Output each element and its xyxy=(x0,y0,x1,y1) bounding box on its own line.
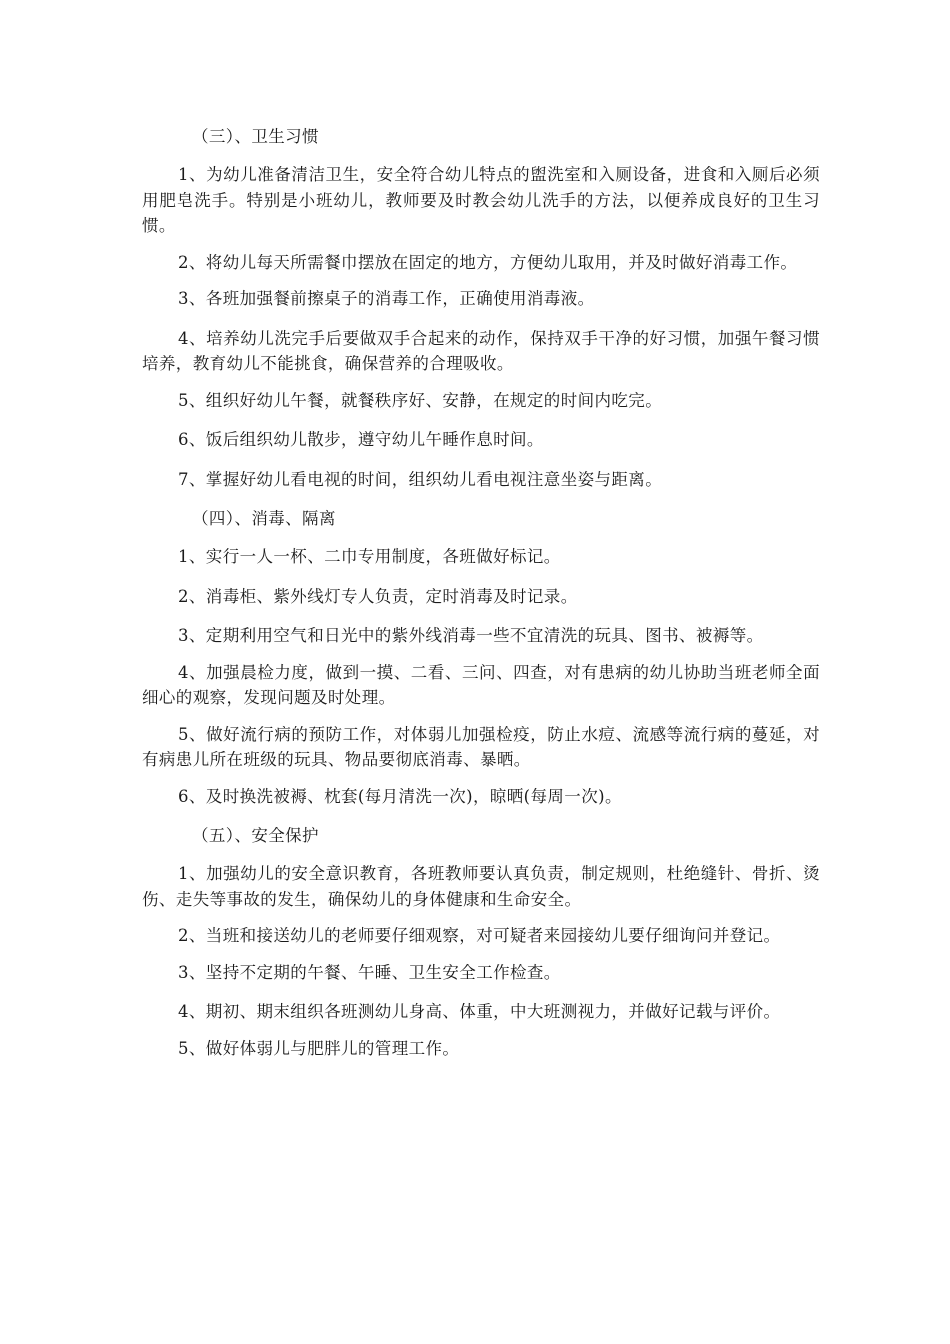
section-heading: （四）、消毒、隔离 xyxy=(192,509,336,528)
paragraph: 4、培养幼儿洗完手后要做双手合起来的动作，保持双手干净的好习惯，加强午餐习惯培养，教育幼儿不能挑食，确保营养的合理吸收。 xyxy=(142,328,820,373)
paragraph: 2、将幼儿每天所需餐巾摆放在固定的地方，方便幼儿取用，并及时做好消毒工作。 xyxy=(178,252,798,272)
paragraph: 5、组织好幼儿午餐，就餐秩序好、安静，在规定的时间内吃完。 xyxy=(178,390,663,410)
paragraph: 5、做好体弱儿与肥胖儿的管理工作。 xyxy=(178,1038,460,1058)
paragraph: 2、消毒柜、紫外线灯专人负责，定时消毒及时记录。 xyxy=(178,586,578,606)
paragraph: 4、加强晨检力度，做到一摸、二看、三问、四查，对有患病的幼儿协助当班老师全面细心的观察，发现问题及时处理。 xyxy=(142,662,820,707)
paragraph: 4、期初、期末组织各班测幼儿身高、体重，中大班测视力，并做好记载与评价。 xyxy=(178,1002,781,1021)
paragraph: 3、各班加强餐前擦桌子的消毒工作，正确使用消毒液。 xyxy=(178,289,595,308)
paragraph: 1、为幼儿准备清洁卫生，安全符合幼儿特点的盥洗室和入厕设备，进食和入厕后必须用肥皂洗手。特别是小班幼儿，教师要及时教会幼儿洗手的方法，以便养成良好的卫生习惯。 xyxy=(142,165,820,235)
section-heading: （五）、安全保护 xyxy=(192,826,319,845)
paragraph: 3、坚持不定期的午餐、午睡、卫生安全工作检查。 xyxy=(178,962,561,982)
paragraph: 1、加强幼儿的安全意识教育，各班教师要认真负责，制定规则，杜绝缝针、骨折、烫伤、走失等事故的发生，确保幼儿的身体健康和生命安全。 xyxy=(142,864,820,909)
paragraph: 6、及时换洗被褥、枕套(每月清洗一次)，晾晒(每周一次)。 xyxy=(178,786,622,806)
paragraph: 3、定期利用空气和日光中的紫外线消毒一些不宜清洗的玩具、图书、被褥等。 xyxy=(178,626,764,645)
document-body xyxy=(142,124,820,1075)
paragraph: 6、饭后组织幼儿散步，遵守幼儿午睡作息时间。 xyxy=(178,430,544,449)
section-heading: （三）、卫生习惯 xyxy=(192,127,319,146)
paragraph: 5、做好流行病的预防工作，对体弱儿加强检疫，防止水痘、流感等流行病的蔓延，对有病患儿所在班级的玩具、物品要彻底消毒、暴晒。 xyxy=(142,724,820,769)
paragraph: 7、掌握好幼儿看电视的时间，组织幼儿看电视注意坐姿与距离。 xyxy=(178,469,663,489)
paragraph: 2、当班和接送幼儿的老师要仔细观察，对可疑者来园接幼儿要仔细询问并登记。 xyxy=(178,926,781,945)
paragraph: 1、实行一人一杯、二巾专用制度，各班做好标记。 xyxy=(178,547,561,566)
